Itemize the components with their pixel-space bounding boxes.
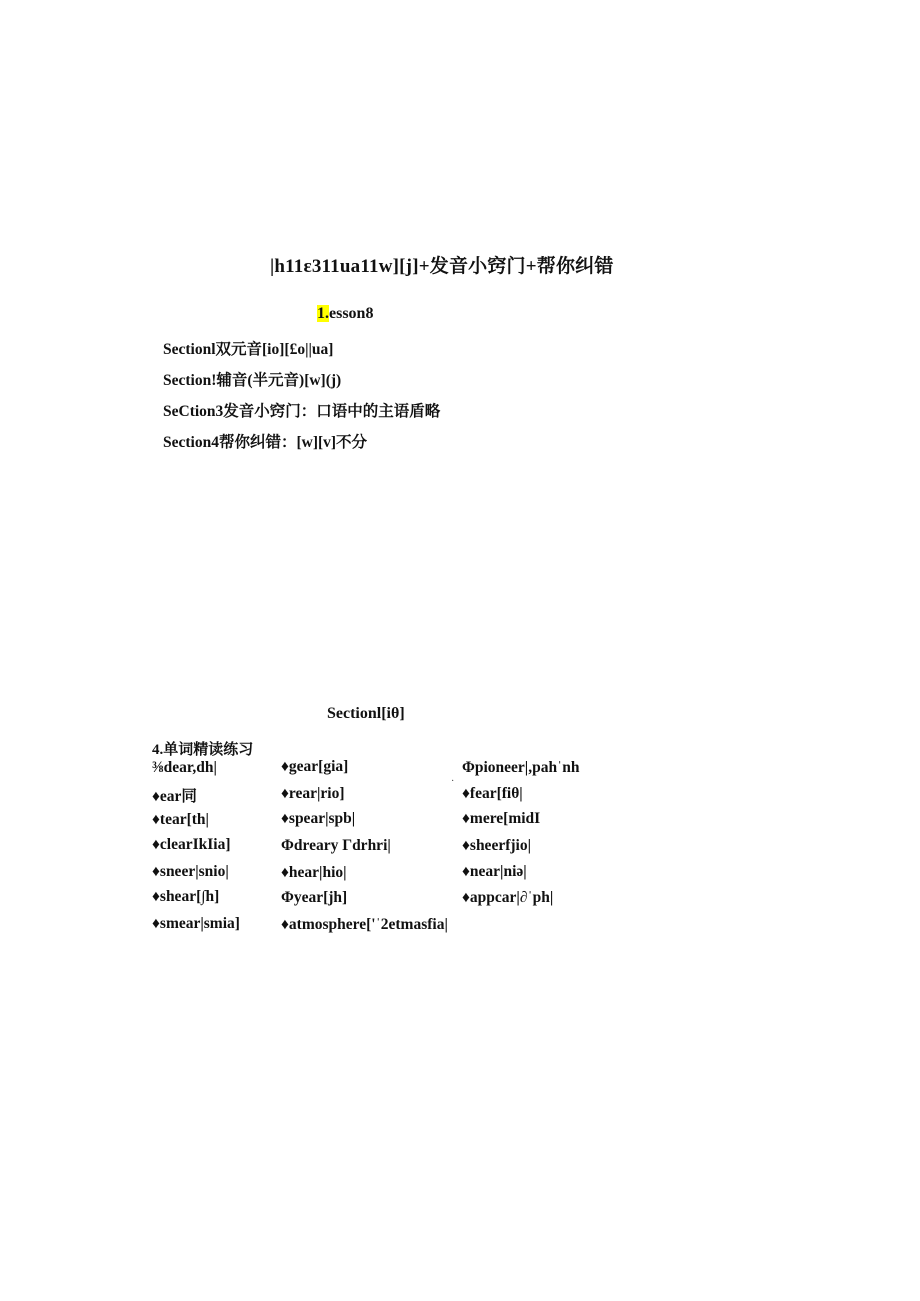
word-item: Φdreary Гdrhri| <box>281 837 391 854</box>
word-item: Φyear[jh] <box>281 889 348 906</box>
word-item: ♦shear[∫h] <box>152 888 220 905</box>
word-item: ♦fear[fiθ| <box>462 785 523 802</box>
word-item: ♦rear|rio] <box>281 785 345 802</box>
word-item: ♦clearIkIia] <box>152 836 231 853</box>
word-item: ♦smear|smia] <box>152 915 240 932</box>
toc-section-1: Sectionl双元音[io][£o||ua] <box>163 341 334 358</box>
word-item: ♦gear[gia] <box>281 758 349 775</box>
toc-section-4: Section4帮你纠错：[w][v]不分 <box>163 434 368 451</box>
stray-mark: · <box>451 776 455 787</box>
toc-section-3: SeCtion3发音小窍门：口语中的主语盾略 <box>163 403 441 420</box>
word-item: ♦appcar|∂ˈph| <box>462 889 554 906</box>
word-item: ♦tear[th| <box>152 811 209 828</box>
word-item: ♦spear|spb| <box>281 810 356 827</box>
lesson-title <box>317 305 373 323</box>
document-title: |h11ɛ311ua11w][j]+发音小窍门+帮你纠错 <box>270 256 614 277</box>
word-item: ⅜dear,dh| <box>152 759 217 776</box>
word-item: ♦atmosphere['ˈ2etmasfia| <box>281 916 448 933</box>
word-item: ♦sneer|snio| <box>152 863 229 880</box>
lesson-title-rest: esson8 <box>329 305 374 322</box>
word-item: ♦mere[midI <box>462 810 541 827</box>
word-item: ♦hear|hio| <box>281 864 347 881</box>
word-item: ♦ear同 <box>152 788 197 805</box>
word-item: ♦sheerfjio| <box>462 837 531 854</box>
toc-section-2: Section!辅音(半元音)[w](j) <box>163 372 342 389</box>
word-item: ♦near|niə| <box>462 863 527 880</box>
exercise-label: 4.单词精读练习 <box>152 742 254 758</box>
lesson-highlight: 1. <box>317 305 329 322</box>
word-item: Φpioneer|,pahˈnh <box>462 759 580 776</box>
section-heading: Sectionl[iθ] <box>327 705 405 722</box>
